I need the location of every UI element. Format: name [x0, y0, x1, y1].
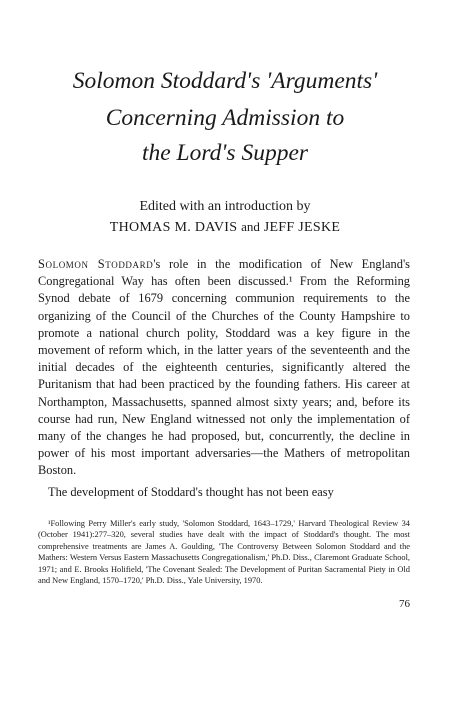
page-number: 76 [399, 598, 410, 610]
article-title-line-1: Solomon Stoddard's 'Arguments' [72, 68, 378, 94]
author-1: THOMAS M. DAVIS [109, 220, 238, 235]
author-2: JEFF JESKE [263, 220, 341, 235]
paragraph-lead-smallcaps: Solomon Stoddard [38, 257, 154, 271]
footnote: ¹Following Perry Miller's early study, 'Solomon Stoddard, 1643–1729,' Harvard Theological Review 34 (October 1941):277–320, several studies have dealt with the impact of Stoddard's thought. The most comprehensive treatments are James A. Goulding, 'The Controversy Between Solomon Stoddard and the Mathers: Western Versus Eastern Massachusetts Congregationalism,' Ph.D. Diss., Claremont Graduate School, 1971; and E. Brooks Holifield, 'The Covenant Sealed: The Development of Puritan Sacramental Piety in Old and New England, 1570–1720,' Ph.D. Diss., Yale University, 1970. [38, 519, 410, 586]
article-title-line-3: the Lord's Supper [141, 140, 309, 166]
authors-conjunction: and [241, 219, 260, 234]
body-paragraph-2: The development of Stoddard's thought has not been easy [48, 485, 334, 499]
article-title-line-2: Concerning Admission to [105, 105, 345, 131]
edited-by-line: Edited with an introduction by [139, 199, 311, 214]
authors-line [20, 218, 430, 237]
body-paragraph-1 [38, 256, 410, 480]
paragraph-1-text: 's role in the modification of New England's Congregational Way has often been discussed.¹ From the Reforming Synod debate of 1679 concerning communion requirements to the organizing of the Council of the Churches of the County Hampshire to promote a national church polity, Stoddard was a key figure in the movement of reform which, in the latter years of the seventeenth and the initial decades of the eighteenth centuries, significantly altered the Puritanism that had been practiced by the founding fathers. His career at Northampton, Massachusetts, spanned almost sixty years; and, before its course had run, New England witnessed not only the implementation of many of the changes he had proposed, but, concurrently, the decline in power of his most important adversaries—the Mathers of metropolitan Boston. [38, 257, 410, 478]
